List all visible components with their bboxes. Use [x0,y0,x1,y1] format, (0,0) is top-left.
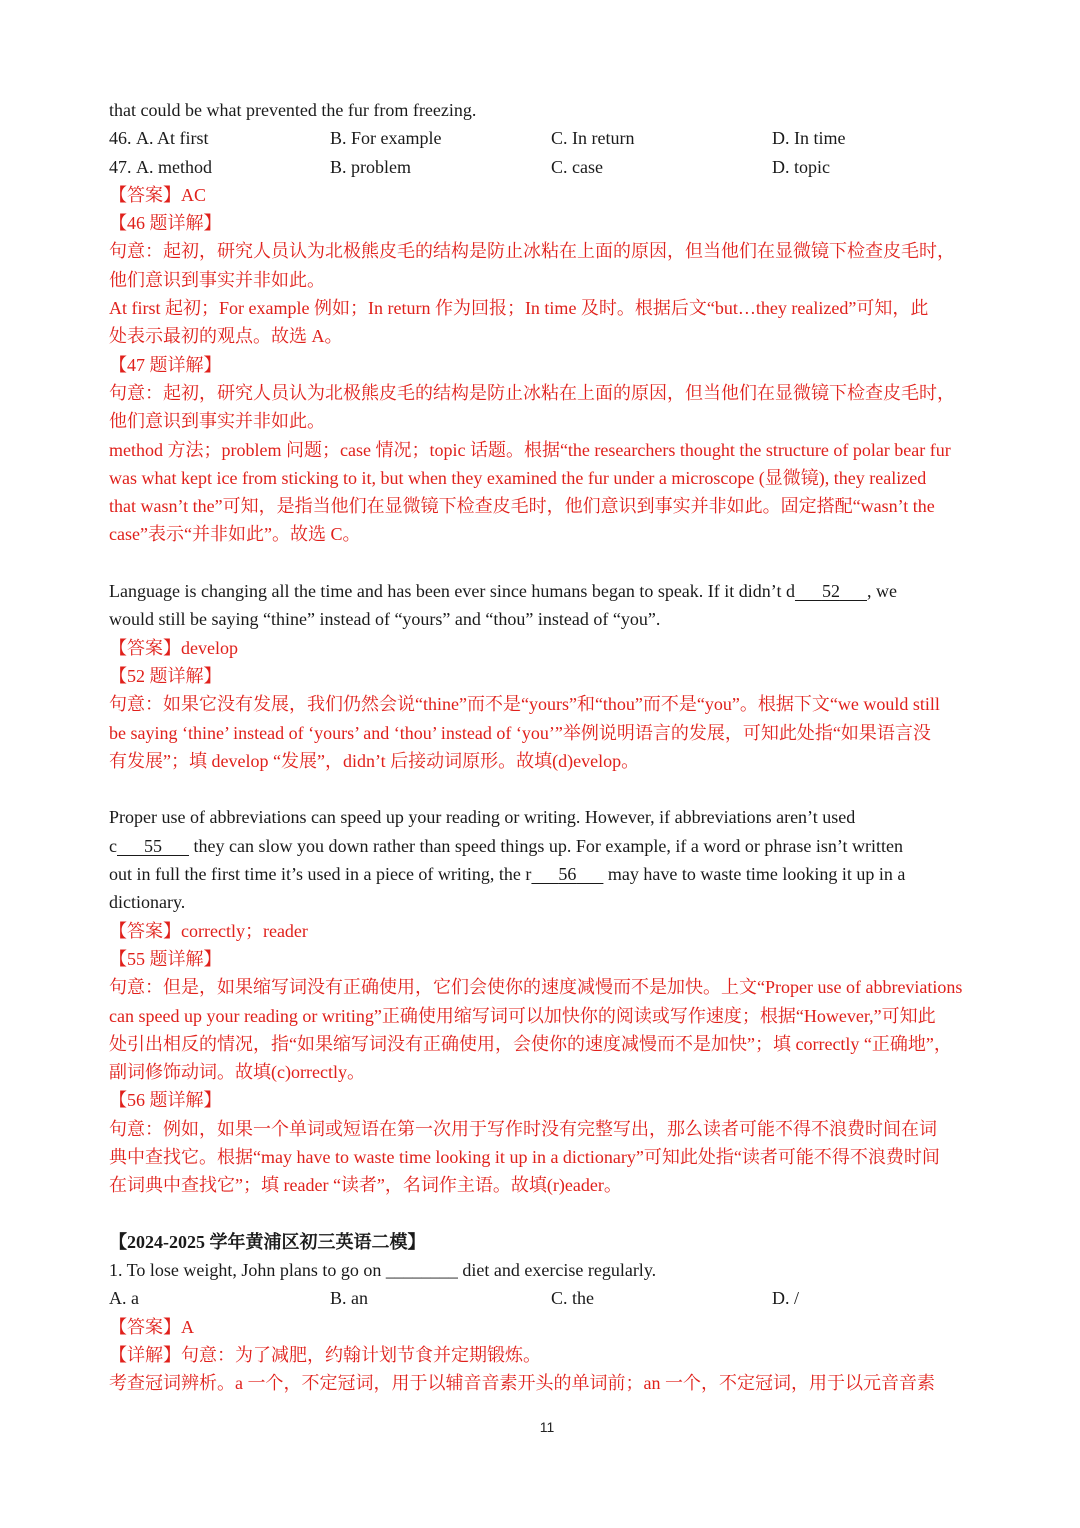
passage-52-line: would still be saying “thine” instead of “yours” and “thou” instead of “you”. [109,609,661,630]
option-a: A. At first [136,128,209,149]
explanation-line: that wasn’t the”可知，是指当他们在显微镜下检查皮毛时，他们意识到事实并非如此。固定搭配“wasn’t the [109,496,935,517]
explanation-line: 在词典中查找它”；填 reader “读者”，名词作主语。故填(r)eader。 [109,1175,622,1196]
question-1-options [109,1284,989,1312]
explanation-line: 考查冠词辨析。a 一个，不定冠词，用于以辅音音素开头的单词前；an 一个，不定冠词，用于以元音音素 [109,1373,935,1394]
explanation-line: At first 起初；For example 例如；In return 作为回报；In time 及时。根据后文“but…they realized”可知，此 [109,298,929,319]
blank-56: 56 [558,864,577,885]
option-c: C. In return [551,128,635,149]
section-title: 【2024-2025 学年黄浦区初三英语二模】 [109,1231,426,1252]
intro-line: that could be what prevented the fur from freezing. [109,100,477,120]
explanation-line: 【详解】句意：为了减肥，约翰计划节食并定期锻炼。 [109,1345,541,1366]
answer-46-47: 【答案】AC [109,184,207,205]
explanation-line: 句意：但是，如果缩写词没有正确使用，它们会使你的速度减慢而不是加快。上文“Proper use of abbreviations [109,977,963,998]
explanation-line: 副词修饰动词。故填(c)orrectly。 [109,1062,365,1083]
question-number: 46. [109,128,132,149]
option-b: B. problem [330,156,411,177]
question-47-options [109,153,989,181]
blank-1: ________ [385,1260,458,1281]
explanation-line: 有发展”；填 develop “发展”，didn’t 后接动词原形。故填(d)evelop。 [109,750,640,771]
question-1-stem: 1. To lose weight, John plans to go on ________ diet and exercise regularly. [109,1260,657,1281]
passage-55-line: dictionary. [109,892,186,913]
question-46-options [109,124,989,152]
passage-52-line: Language is changing all the time and has been ever since humans began to speak. If it didn’t d 52 , we [109,577,989,605]
blank-55: 55 [144,835,162,856]
question-number: 47. [109,156,132,177]
passage-55-line: Proper use of abbreviations can speed up your reading or writing. However, if abbreviations aren’t used [109,807,856,828]
explanation-line: 句意：起初，研究人员认为北极熊皮毛的结构是防止冰粘在上面的原因，但当他们在显微镜下检查皮毛时， [109,382,955,403]
option-a: A. method [136,156,212,177]
explanation-line: be saying ‘thine’ instead of ‘yours’ and ‘thou’ instead of ‘you’”举例说明语言的发展，可知此处指“如果语言没 [109,722,931,743]
option-b: B. an [330,1288,368,1309]
option-d: D. topic [772,156,830,177]
blank-52: 52 [821,581,840,602]
explanation-line: 他们意识到事实并非如此。 [109,411,325,432]
explanation-line: method 方法；problem 问题；case 情况；topic 话题。根据“the researchers thought the structure of polar bear fur [109,439,951,460]
option-d: D. / [772,1288,799,1309]
page-number: 11 [539,1419,555,1435]
heading-52-explanation: 【52 题详解】 [109,665,222,686]
answer-55-56: 【答案】correctly；reader [109,920,308,941]
passage-55-line: out in full the first time it’s used in a piece of writing, the r 56 may have to waste time looking it up in a [109,860,989,888]
explanation-line: 处引出相反的情况，指“如果缩写词没有正确使用，会使你的速度减慢而不是加快”；填 correctly “正确地”， [109,1033,952,1054]
option-d: D. In time [772,128,846,149]
explanation-line: 他们意识到事实并非如此。 [109,269,325,290]
explanation-line: case”表示“并非如此”。故选 C。 [109,524,361,545]
explanation-line: 典中查找它。根据“may have to waste time looking it up in a dictionary”可知此处指“读者可能不得不浪费时间 [109,1146,940,1167]
explanation-line: 句意：例如，如果一个单词或短语在第一次用于写作时没有完整写出，那么读者可能不得不浪费时间在词 [109,1118,937,1139]
passage-55-line: c 55 they can slow you down rather than speed things up. For example, if a word or phrase isn’t written [109,832,989,860]
heading-47-explanation: 【47 题详解】 [109,354,222,375]
answer-52: 【答案】develop [109,637,238,658]
answer-1: 【答案】A [109,1316,194,1337]
explanation-line: 句意：如果它没有发展，我们仍然会说“thine”而不是“yours”和“thou”而不是“you”。根据下文“we would still [109,694,940,715]
document-page [109,96,989,1398]
explanation-line: 处表示最初的观点。故选 A。 [109,326,343,347]
explanation-line: was what kept ice from sticking to it, but when they examined the fur under a microscope (显微镜), they realized [109,467,927,488]
option-b: B. For example [330,128,442,149]
explanation-line: 句意：起初，研究人员认为北极熊皮毛的结构是防止冰粘在上面的原因，但当他们在显微镜下检查皮毛时， [109,241,955,262]
heading-55-explanation: 【55 题详解】 [109,948,222,969]
option-c: C. the [551,1288,594,1309]
explanation-line: can speed up your reading or writing”正确使用缩写词可以加快你的阅读或写作速度；根据“However,”可知此 [109,1005,936,1026]
heading-56-explanation: 【56 题详解】 [109,1090,222,1111]
option-c: C. case [551,156,603,177]
option-a: A. a [109,1288,139,1309]
heading-46-explanation: 【46 题详解】 [109,213,222,234]
